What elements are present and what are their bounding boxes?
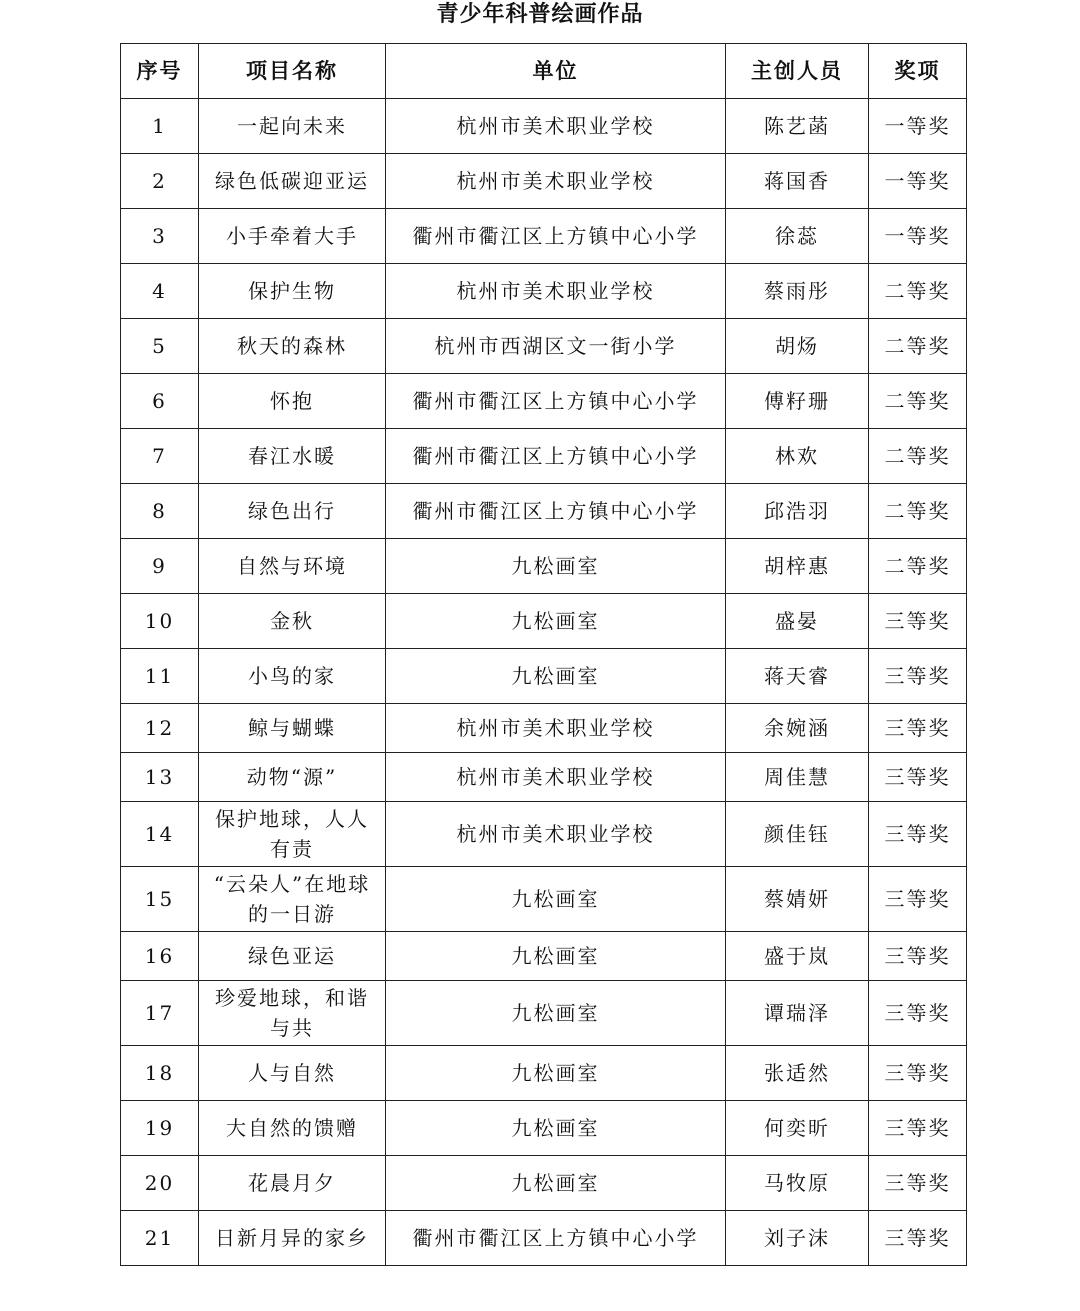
cell-award: 三等奖	[869, 1101, 967, 1156]
cell-serial-number: 15	[121, 867, 199, 932]
table-row	[121, 319, 967, 374]
cell-creator: 林欢	[726, 429, 869, 484]
cell-serial-number: 16	[121, 932, 199, 981]
table-row	[121, 649, 967, 704]
cell-project-name: 动物“源”	[199, 753, 386, 802]
cell-serial-number: 17	[121, 981, 199, 1046]
cell-unit: 九松画室	[386, 932, 726, 981]
cell-project-name: 保护生物	[199, 264, 386, 319]
cell-project-name: 秋天的森林	[199, 319, 386, 374]
cell-creator: 胡炀	[726, 319, 869, 374]
cell-serial-number: 20	[121, 1156, 199, 1211]
cell-serial-number: 18	[121, 1046, 199, 1101]
header-unit: 单位	[386, 44, 726, 99]
cell-award: 三等奖	[869, 981, 967, 1046]
cell-project-name: 一起向未来	[199, 99, 386, 154]
table-row	[121, 932, 967, 981]
cell-creator: 胡梓惠	[726, 539, 869, 594]
cell-project-name: 绿色低碳迎亚运	[199, 154, 386, 209]
cell-creator: 谭瑞泽	[726, 981, 869, 1046]
cell-project-name: 人与自然	[199, 1046, 386, 1101]
header-award: 奖项	[869, 44, 967, 99]
cell-award: 三等奖	[869, 649, 967, 704]
cell-award: 二等奖	[869, 374, 967, 429]
cell-serial-number: 13	[121, 753, 199, 802]
cell-unit: 杭州市西湖区文一街小学	[386, 319, 726, 374]
cell-creator: 陈艺菡	[726, 99, 869, 154]
table-row	[121, 1046, 967, 1101]
cell-creator: 蒋天睿	[726, 649, 869, 704]
cell-unit: 九松画室	[386, 539, 726, 594]
cell-award: 二等奖	[869, 319, 967, 374]
cell-serial-number: 6	[121, 374, 199, 429]
table-row	[121, 867, 967, 932]
cell-project-name: 绿色亚运	[199, 932, 386, 981]
cell-serial-number: 19	[121, 1101, 199, 1156]
cell-unit: 九松画室	[386, 1156, 726, 1211]
cell-unit: 九松画室	[386, 1046, 726, 1101]
cell-award: 三等奖	[869, 594, 967, 649]
cell-creator: 马牧原	[726, 1156, 869, 1211]
table-row	[121, 1211, 967, 1266]
cell-unit: 衢州市衢江区上方镇中心小学	[386, 429, 726, 484]
cell-creator: 刘子沫	[726, 1211, 869, 1266]
cell-award: 三等奖	[869, 753, 967, 802]
cell-project-name: 珍爱地球，和谐与共	[199, 981, 386, 1046]
cell-serial-number: 5	[121, 319, 199, 374]
cell-award: 二等奖	[869, 429, 967, 484]
cell-project-name: 怀抱	[199, 374, 386, 429]
cell-unit: 衢州市衢江区上方镇中心小学	[386, 374, 726, 429]
table-row	[121, 753, 967, 802]
cell-creator: 何奕昕	[726, 1101, 869, 1156]
cell-award: 三等奖	[869, 802, 967, 867]
cell-award: 一等奖	[869, 209, 967, 264]
header-creator: 主创人员	[726, 44, 869, 99]
cell-unit: 杭州市美术职业学校	[386, 753, 726, 802]
table-row	[121, 704, 967, 753]
cell-project-name: “云朵人”在地球的一日游	[199, 867, 386, 932]
cell-serial-number: 4	[121, 264, 199, 319]
cell-project-name: 鲸与蝴蝶	[199, 704, 386, 753]
cell-unit: 衢州市衢江区上方镇中心小学	[386, 209, 726, 264]
table-row	[121, 539, 967, 594]
cell-award: 三等奖	[869, 1046, 967, 1101]
table-row	[121, 99, 967, 154]
header-serial-number: 序号	[121, 44, 199, 99]
table-row	[121, 209, 967, 264]
cell-creator: 蒋国香	[726, 154, 869, 209]
cell-project-name: 大自然的馈赠	[199, 1101, 386, 1156]
cell-creator: 盛晏	[726, 594, 869, 649]
cell-unit: 九松画室	[386, 867, 726, 932]
cell-project-name: 保护地球，人人有责	[199, 802, 386, 867]
table-body	[121, 99, 967, 1266]
table-row	[121, 429, 967, 484]
cell-project-name: 春江水暖	[199, 429, 386, 484]
cell-creator: 蔡婧妍	[726, 867, 869, 932]
cell-project-name: 花晨月夕	[199, 1156, 386, 1211]
table-row	[121, 594, 967, 649]
cell-unit: 衢州市衢江区上方镇中心小学	[386, 1211, 726, 1266]
cell-award: 三等奖	[869, 867, 967, 932]
cell-serial-number: 7	[121, 429, 199, 484]
cell-award: 二等奖	[869, 264, 967, 319]
table-row	[121, 484, 967, 539]
cell-creator: 蔡雨彤	[726, 264, 869, 319]
cell-serial-number: 9	[121, 539, 199, 594]
cell-award: 三等奖	[869, 1211, 967, 1266]
cell-serial-number: 14	[121, 802, 199, 867]
cell-award: 二等奖	[869, 539, 967, 594]
cell-award: 一等奖	[869, 154, 967, 209]
cell-award: 三等奖	[869, 1156, 967, 1211]
table-row	[121, 981, 967, 1046]
table-row	[121, 1101, 967, 1156]
cell-serial-number: 11	[121, 649, 199, 704]
table-row	[121, 1156, 967, 1211]
cell-project-name: 小鸟的家	[199, 649, 386, 704]
cell-unit: 九松画室	[386, 1101, 726, 1156]
table-row	[121, 154, 967, 209]
cell-award: 三等奖	[869, 704, 967, 753]
table-row	[121, 264, 967, 319]
cell-project-name: 日新月异的家乡	[199, 1211, 386, 1266]
cell-unit: 杭州市美术职业学校	[386, 99, 726, 154]
cell-serial-number: 2	[121, 154, 199, 209]
cell-creator: 张适然	[726, 1046, 869, 1101]
cell-creator: 徐蕊	[726, 209, 869, 264]
cell-unit: 衢州市衢江区上方镇中心小学	[386, 484, 726, 539]
cell-award: 一等奖	[869, 99, 967, 154]
cell-serial-number: 21	[121, 1211, 199, 1266]
cell-unit: 九松画室	[386, 594, 726, 649]
cell-unit: 杭州市美术职业学校	[386, 264, 726, 319]
cell-project-name: 金秋	[199, 594, 386, 649]
cell-serial-number: 1	[121, 99, 199, 154]
cell-project-name: 自然与环境	[199, 539, 386, 594]
table-row	[121, 802, 967, 867]
cell-serial-number: 3	[121, 209, 199, 264]
cell-serial-number: 8	[121, 484, 199, 539]
cell-serial-number: 10	[121, 594, 199, 649]
cell-project-name: 小手牵着大手	[199, 209, 386, 264]
document-title: 青少年科普绘画作品	[436, 2, 644, 27]
cell-unit: 九松画室	[386, 649, 726, 704]
cell-creator: 盛于岚	[726, 932, 869, 981]
cell-project-name: 绿色出行	[199, 484, 386, 539]
cell-creator: 余婉涵	[726, 704, 869, 753]
cell-creator: 颜佳钰	[726, 802, 869, 867]
cell-award: 二等奖	[869, 484, 967, 539]
cell-unit: 九松画室	[386, 981, 726, 1046]
table-row	[121, 374, 967, 429]
awards-table	[120, 43, 967, 1266]
cell-award: 三等奖	[869, 932, 967, 981]
cell-creator: 邱浩羽	[726, 484, 869, 539]
cell-unit: 杭州市美术职业学校	[386, 802, 726, 867]
cell-unit: 杭州市美术职业学校	[386, 154, 726, 209]
cell-serial-number: 12	[121, 704, 199, 753]
cell-creator: 周佳慧	[726, 753, 869, 802]
table-header-row	[121, 44, 967, 99]
header-project-name: 项目名称	[199, 44, 386, 99]
cell-creator: 傅籽珊	[726, 374, 869, 429]
cell-unit: 杭州市美术职业学校	[386, 704, 726, 753]
